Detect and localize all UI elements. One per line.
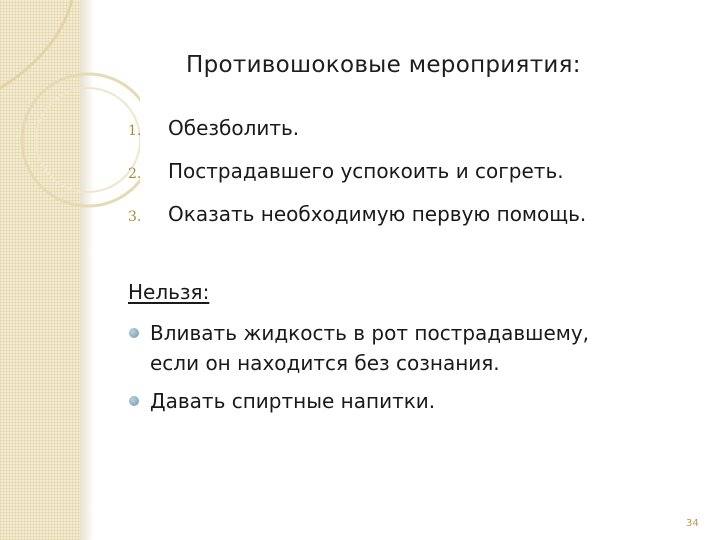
bullet-icon [129, 328, 139, 338]
step-text: Оказать необходимую первую помощь. [168, 202, 587, 226]
step-number: 3. [128, 209, 142, 225]
step-number: 1. [128, 123, 142, 139]
forbidden-heading: Нельзя: [128, 280, 210, 304]
list-item [128, 386, 688, 416]
bullet-icon [129, 396, 139, 406]
bullet-text-line: Вливать жидкость в рот пострадавшему, [150, 321, 590, 345]
decorative-arcs [0, 0, 140, 240]
bullet-text-line: если он находится без сознания. [150, 351, 500, 375]
bullet-text-line: Давать спиртные напитки. [150, 389, 436, 413]
list-item [128, 318, 688, 378]
forbidden-list [128, 318, 688, 424]
step-text: Пострадавшего успокоить и согреть. [168, 159, 564, 183]
page-number: 34 [686, 518, 699, 529]
step-number: 2. [128, 166, 142, 182]
step-text: Обезболить. [168, 116, 300, 140]
slide-title: Противошоковые мероприятия: [186, 52, 581, 78]
